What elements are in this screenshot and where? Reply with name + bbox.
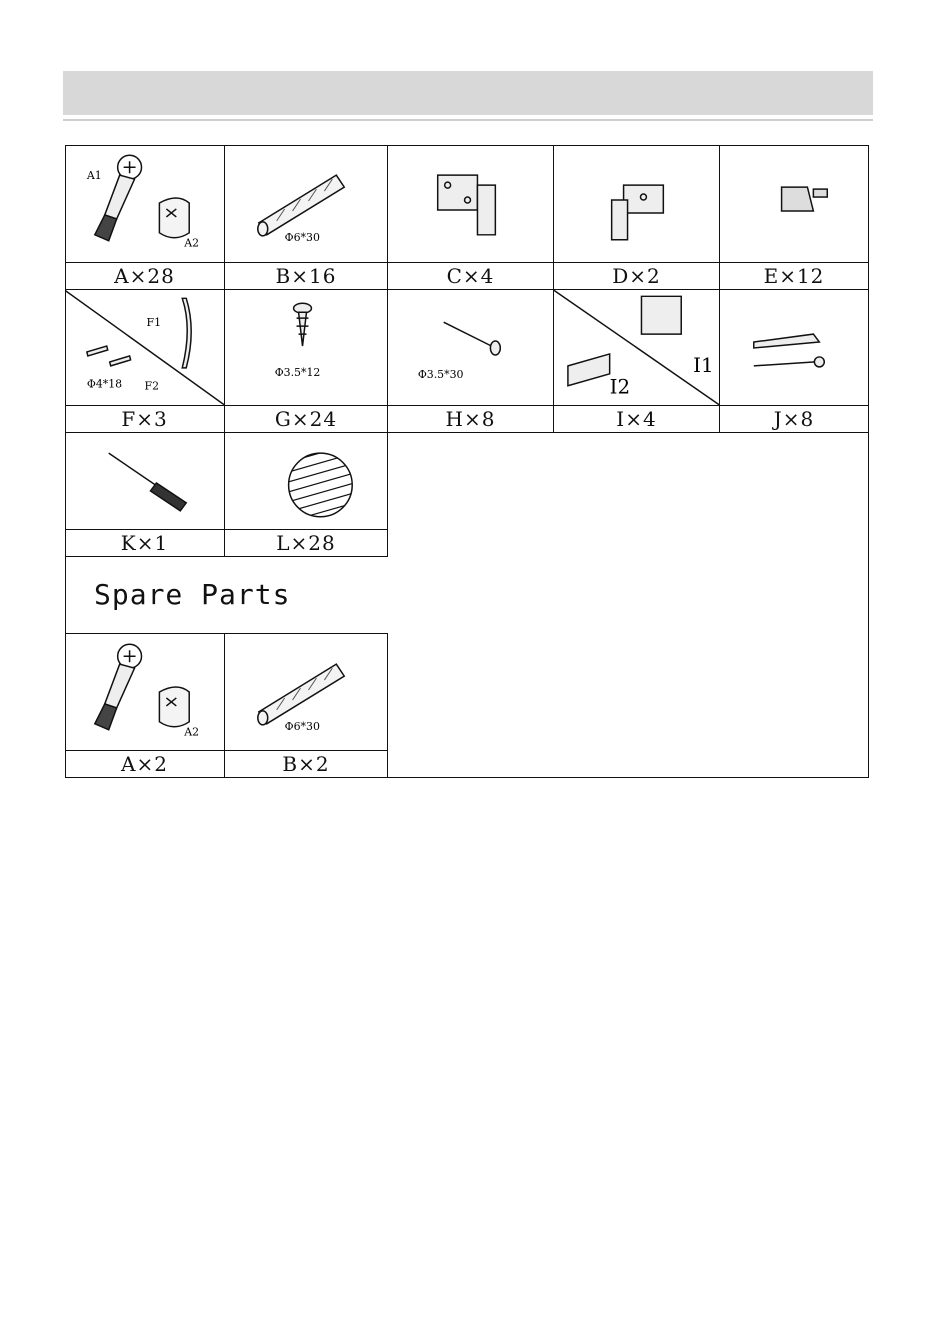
annotation-g: Φ3.5*12 [274, 365, 321, 379]
annotation-b: Φ6*30 [284, 230, 320, 244]
part-label-d: D×2 [554, 262, 719, 289]
spare-label-b: B×2 [225, 750, 387, 777]
part-label-k: K×1 [65, 529, 224, 556]
header-bar [63, 71, 873, 115]
handle-and-screws-icon [65, 290, 224, 405]
part-cell-c [388, 145, 554, 290]
part-label-j: J×8 [720, 405, 868, 432]
part-label-l: L×28 [225, 529, 387, 556]
annotation-i1: I1 [693, 353, 714, 377]
part-cell-b [225, 145, 388, 290]
part-label-i: I×4 [554, 405, 719, 432]
short-screw-icon [225, 290, 387, 405]
part-label-g: G×24 [225, 405, 387, 432]
part-label-e: E×12 [720, 262, 868, 289]
part-cell-k [65, 433, 225, 557]
annotation-i2: I2 [609, 375, 631, 399]
spare-cell-a [65, 633, 225, 778]
part-label-c: C×4 [388, 262, 553, 289]
shelf-support-icon [720, 145, 868, 262]
annotation-a2: A2 [184, 236, 200, 250]
spare-label-a: A×2 [65, 750, 224, 777]
part-label-b: B×16 [225, 262, 387, 289]
part-label-h: H×8 [388, 405, 553, 432]
part-cell-h [388, 290, 554, 433]
anchor-and-screw-icon [720, 290, 868, 405]
spare-parts-title: Spare Parts [94, 578, 291, 611]
long-screw-icon [388, 290, 553, 405]
part-cell-e [720, 145, 869, 290]
part-cell-d [554, 145, 720, 290]
spare-cam-bolt-icon [65, 634, 224, 751]
spare-cell-b [225, 633, 388, 778]
annotation-f-size: Φ4*18 [86, 377, 123, 391]
part-label-a: A×28 [65, 262, 224, 289]
dowel-icon [225, 145, 387, 262]
spare-annotation-a2: A2 [184, 725, 200, 739]
part-cell-l [225, 433, 388, 557]
annotation-h: Φ3.5*30 [417, 367, 464, 381]
cam-bolt-icon [65, 145, 224, 262]
hinge-icon [388, 145, 553, 262]
annotation-a1: A1 [86, 169, 102, 183]
part-cell-f [65, 290, 225, 433]
header-rule [63, 119, 873, 121]
part-cell-j [720, 290, 869, 433]
part-label-f: F×3 [65, 405, 224, 432]
annotation-f1: F1 [146, 316, 162, 330]
bracket-icon [554, 290, 719, 405]
part-cell-i [554, 290, 720, 433]
screwdriver-icon [65, 433, 224, 529]
cover-cap-icon [225, 433, 387, 529]
spare-annotation-b: Φ6*30 [284, 719, 320, 733]
corner-hinge-icon [554, 145, 719, 262]
annotation-f2: F2 [144, 379, 160, 393]
spare-dowel-icon [225, 634, 387, 751]
part-cell-a [65, 145, 225, 290]
part-cell-g [225, 290, 388, 433]
